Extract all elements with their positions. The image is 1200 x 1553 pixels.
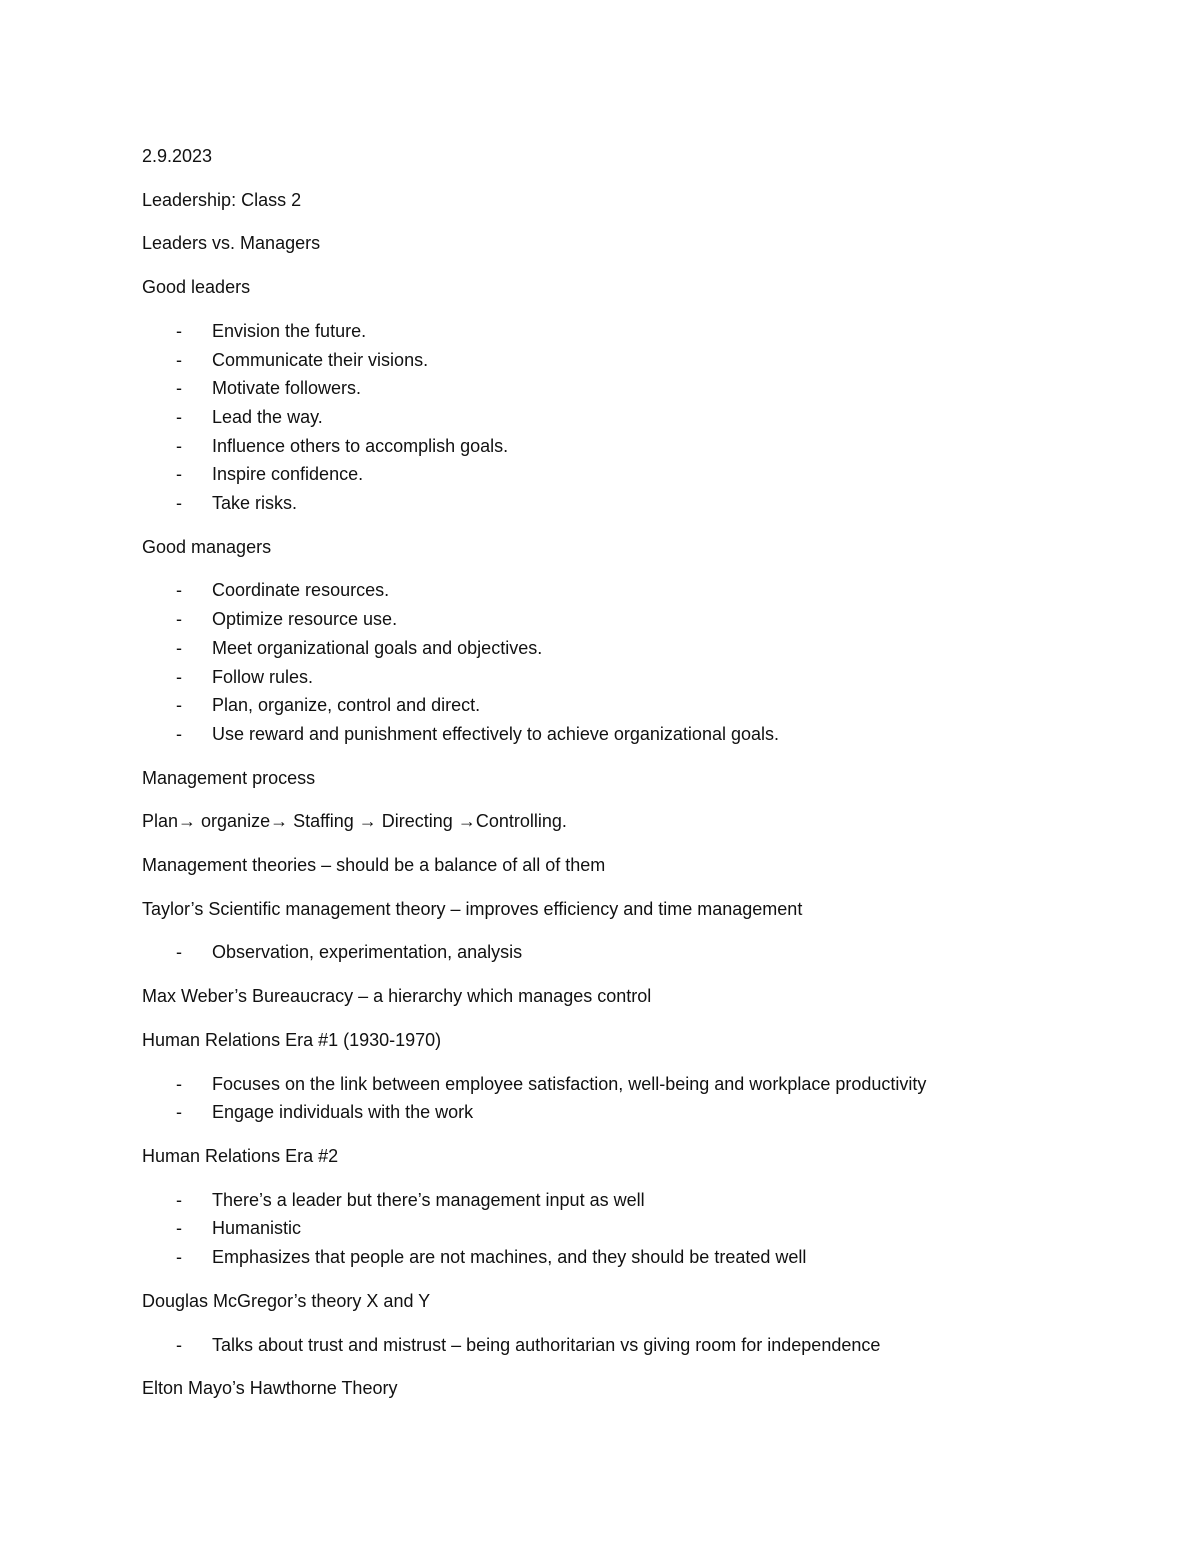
page-title: Leadership: Class 2 xyxy=(142,189,302,210)
bullet-dash: - xyxy=(176,464,182,485)
human-relations-2-heading: Human Relations Era #2 xyxy=(142,1145,339,1166)
bullet-dash: - xyxy=(176,493,182,514)
list-item xyxy=(142,691,1072,720)
list-item xyxy=(142,1214,1072,1243)
list-item-text: Inspire confidence. xyxy=(212,464,364,485)
bullet-dash: - xyxy=(176,580,182,601)
bullet-dash: - xyxy=(176,942,182,963)
list-item-text: Lead the way. xyxy=(212,406,323,427)
date-line: 2.9.2023 xyxy=(142,146,213,166)
list-item-text: Coordinate resources. xyxy=(212,580,390,601)
list-item xyxy=(142,634,1072,663)
bullet-dash: - xyxy=(176,637,182,658)
bullet-dash: - xyxy=(176,435,182,456)
bullet-dash: - xyxy=(176,378,182,399)
list-item-text: Plan, organize, control and direct. xyxy=(212,695,481,716)
management-theories-line: Management theories – should be a balance of all of them xyxy=(142,855,606,876)
list-item-text: Humanistic xyxy=(212,1218,302,1239)
list-item-text: Focuses on the link between employee satisfaction, well-being and workplace productivity xyxy=(212,1073,927,1094)
list-item-text: Use reward and punishment effectively to achieve organizational goals. xyxy=(212,723,779,744)
list-item-text: There’s a leader but there’s management input as well xyxy=(212,1189,645,1210)
list-item-text: Talks about trust and mistrust – being authoritarian vs giving room for independence xyxy=(212,1334,881,1355)
management-process-flow: Plan→ organize→ Staffing → Directing →Controlling. xyxy=(142,811,567,832)
good-leaders-heading: Good leaders xyxy=(142,277,251,298)
mcgregor-list xyxy=(142,1331,1072,1360)
list-item xyxy=(142,576,1072,605)
list-item-text: Influence others to accomplish goals. xyxy=(212,435,509,456)
list-item-text: Communicate their visions. xyxy=(212,349,429,370)
list-item xyxy=(142,346,1072,375)
list-item xyxy=(142,663,1072,692)
document-page xyxy=(142,142,1072,1418)
bullet-dash: - xyxy=(176,609,182,630)
bullet-dash: - xyxy=(176,1073,182,1094)
list-item xyxy=(142,605,1072,634)
list-item-text: Observation, experimentation, analysis xyxy=(212,942,523,963)
list-item xyxy=(142,489,1072,518)
bullet-dash: - xyxy=(176,349,182,370)
human-relations-1-list xyxy=(142,1070,1072,1127)
list-item xyxy=(142,432,1072,461)
good-managers-heading: Good managers xyxy=(142,536,272,557)
list-item xyxy=(142,720,1072,749)
weber-line: Max Weber’s Bureaucracy – a hierarchy which manages control xyxy=(142,986,652,1007)
list-item-text: Optimize resource use. xyxy=(212,609,398,630)
list-item-text: Take risks. xyxy=(212,493,298,514)
list-item-text: Follow rules. xyxy=(212,666,314,687)
bullet-dash: - xyxy=(176,695,182,716)
list-item xyxy=(142,317,1072,346)
bullet-dash: - xyxy=(176,1189,182,1210)
bullet-dash: - xyxy=(176,723,182,744)
human-relations-2-list xyxy=(142,1186,1072,1272)
topic-line: Leaders vs. Managers xyxy=(142,233,321,254)
bullet-dash: - xyxy=(176,666,182,687)
mcgregor-heading: Douglas McGregor’s theory X and Y xyxy=(142,1290,431,1311)
list-item xyxy=(142,1331,1072,1360)
list-item xyxy=(142,460,1072,489)
human-relations-1-heading: Human Relations Era #1 (1930-1970) xyxy=(142,1029,442,1050)
list-item-text: Emphasizes that people are not machines, and they should be treated well xyxy=(212,1247,807,1268)
taylor-heading: Taylor’s Scientific management theory – improves efficiency and time management xyxy=(142,898,803,919)
list-item xyxy=(142,403,1072,432)
list-item-text: Motivate followers. xyxy=(212,378,362,399)
bullet-dash: - xyxy=(176,320,182,341)
list-item xyxy=(142,1186,1072,1215)
bullet-dash: - xyxy=(176,406,182,427)
bullet-dash: - xyxy=(176,1218,182,1239)
list-item xyxy=(142,374,1072,403)
bullet-dash: - xyxy=(176,1102,182,1123)
bullet-dash: - xyxy=(176,1334,182,1355)
management-process-heading: Management process xyxy=(142,767,316,788)
list-item-text: Envision the future. xyxy=(212,320,367,341)
mayo-line: Elton Mayo’s Hawthorne Theory xyxy=(142,1378,398,1399)
list-item xyxy=(142,1098,1072,1127)
list-item xyxy=(142,938,1072,967)
taylor-list xyxy=(142,938,1072,967)
list-item xyxy=(142,1070,1072,1099)
good-leaders-list xyxy=(142,317,1072,518)
list-item-text: Meet organizational goals and objectives. xyxy=(212,637,543,658)
list-item-text: Engage individuals with the work xyxy=(212,1102,474,1123)
bullet-dash: - xyxy=(176,1247,182,1268)
list-item xyxy=(142,1243,1072,1272)
good-managers-list xyxy=(142,576,1072,748)
